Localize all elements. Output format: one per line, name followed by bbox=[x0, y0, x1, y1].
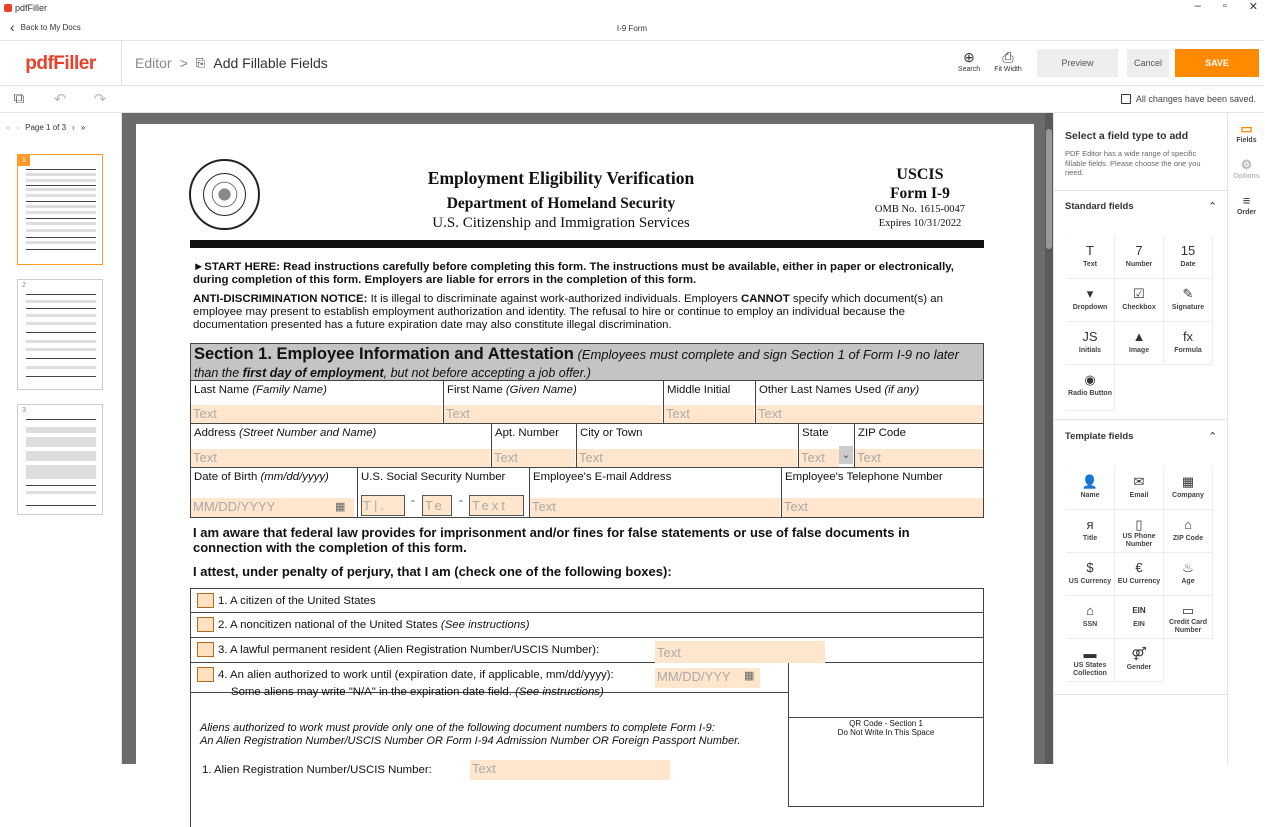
template-field-eu-currency[interactable]: € EU Currency bbox=[1115, 553, 1164, 596]
save-button[interactable]: SAVE bbox=[1175, 49, 1259, 77]
template-field-us-phone[interactable]: ▯ US Phone Number bbox=[1115, 510, 1164, 553]
page-thumbnail-2[interactable] bbox=[17, 279, 103, 390]
citizen-checkbox[interactable] bbox=[197, 593, 214, 608]
phone-field[interactable]: Text bbox=[782, 498, 983, 517]
zip-field-icon: ⌂ bbox=[1184, 517, 1192, 532]
aware-line-2: connection with the completion of this form. bbox=[193, 540, 467, 555]
order-tab-icon: ≡ bbox=[1242, 193, 1251, 208]
permanent-resident-checkbox[interactable] bbox=[197, 642, 214, 657]
title-field-icon: ᴙ bbox=[1086, 517, 1094, 532]
company-field-icon: ▦ bbox=[1181, 474, 1195, 489]
page-thumbnail-3[interactable] bbox=[17, 404, 103, 515]
ein-icon: EIN bbox=[1132, 606, 1146, 615]
ssn-part-3-text: Text bbox=[472, 498, 508, 513]
middle-initial-field[interactable]: Text bbox=[664, 405, 754, 423]
first-name-cell: First Name (Given Name) bbox=[443, 381, 663, 423]
maximize-button[interactable]: ▫ bbox=[1222, 0, 1227, 12]
dob-field[interactable]: MM/DD/YYYY bbox=[191, 498, 354, 517]
calendar-icon[interactable]: ▦ bbox=[335, 501, 346, 513]
page-thumbnail-number: 2 bbox=[22, 282, 26, 289]
ssn-dash: - bbox=[459, 495, 463, 507]
tab-fields[interactable]: ▭ Fields bbox=[1228, 115, 1265, 151]
tab-options[interactable]: ⚙ Options bbox=[1228, 151, 1265, 187]
cancel-button[interactable]: Cancel bbox=[1127, 49, 1169, 77]
states-icon: ▬ bbox=[1083, 646, 1097, 661]
address-row bbox=[190, 424, 984, 468]
signature-field-icon: ✎ bbox=[1182, 286, 1194, 301]
last-name-cell: Last Name (Family Name) bbox=[194, 384, 327, 396]
anti-discrimination-line-1: ANTI-DISCRIMINATION NOTICE: It is illegal to discriminate against work-authorized individuals. Employers CANNOT specify which document(s) an bbox=[193, 293, 943, 305]
dropdown-field-icon: ▾ bbox=[1086, 286, 1094, 301]
zip-field[interactable]: Text bbox=[855, 449, 983, 467]
pages-panel-icon[interactable]: ⧉ bbox=[13, 90, 25, 107]
window-titlebar bbox=[0, 0, 1264, 16]
field-type-date[interactable]: 15 Date bbox=[1164, 236, 1213, 279]
gender-icon: ⚤ bbox=[1131, 646, 1147, 661]
redo-icon[interactable]: ↷ bbox=[93, 91, 107, 108]
sub-toolbar bbox=[0, 86, 1264, 113]
chevron-down-icon[interactable]: ⌄ bbox=[839, 446, 853, 464]
form-omb: OMB No. 1615-0047 bbox=[874, 204, 966, 215]
section-1-header: Section 1. Employee Information and Attestation (Employees must complete and sign Section 1 of Form I-9 no later than the first day of employment, but not before accepting a job offer.) bbox=[190, 343, 984, 381]
option-3-label: 3. A lawful permanent resident (Alien Registration Number/USCIS Number): bbox=[218, 644, 600, 656]
number-field-icon: 7 bbox=[1135, 243, 1143, 258]
template-field-credit-card[interactable]: ▭ Credit Card Number bbox=[1164, 596, 1213, 639]
bank-icon: ⌂ bbox=[1086, 603, 1094, 618]
options-tab-icon: ⚙ bbox=[1240, 157, 1253, 172]
minimize-button[interactable]: – bbox=[1194, 0, 1201, 12]
document-canvas bbox=[122, 113, 1049, 776]
fields-tab-icon: ▭ bbox=[1240, 121, 1253, 136]
last-page-button[interactable]: » bbox=[80, 122, 86, 132]
option-1-label: 1. A citizen of the United States bbox=[218, 595, 376, 607]
apt-field[interactable]: Text bbox=[492, 449, 575, 467]
brand-logo[interactable]: pdfFiller bbox=[0, 41, 122, 86]
header-rule bbox=[190, 240, 984, 248]
state-cell: State bbox=[798, 424, 854, 467]
template-field-company[interactable]: ▦ Company bbox=[1164, 467, 1213, 510]
anti-discrimination-line-3: documentation presented has a future expiration date may also constitute illegal discrimination. bbox=[193, 319, 672, 331]
field-type-image[interactable]: ▲ Image bbox=[1115, 322, 1164, 365]
zip-cell: ZIP Code bbox=[854, 424, 985, 467]
aliens-note-1: Aliens authorized to work must provide only one of the following document numbers to complete Form I-9: bbox=[200, 722, 715, 734]
disk-icon bbox=[1121, 94, 1131, 104]
alien-number-label: 1. Alien Registration Number/USCIS Number: bbox=[202, 764, 432, 776]
breadcrumb-separator: > bbox=[179, 55, 188, 71]
other-names-cell: Other Last Names Used (if any) bbox=[755, 381, 985, 423]
aliens-note-2: An Alien Registration Number/USCIS Number OR Form I-94 Admission Number OR Foreign Passport Number. bbox=[200, 735, 741, 747]
breadcrumb-editor[interactable]: Editor bbox=[135, 55, 172, 71]
panel-description: PDF Editor has a wide range of specific fillable fields. Please choose the one you need. bbox=[1065, 149, 1201, 177]
back-label: Back to My Docs bbox=[20, 22, 81, 32]
form-expires: Expires 10/31/2022 bbox=[878, 218, 962, 229]
field-type-checkbox[interactable]: ☑ Checkbox bbox=[1115, 279, 1164, 322]
field-type-initials[interactable]: JS Initials bbox=[1066, 322, 1115, 365]
page-thumbnail-1[interactable] bbox=[17, 154, 103, 265]
panel-heading: Select a field type to add bbox=[1065, 130, 1189, 142]
template-field-gender[interactable]: ⚤ Gender bbox=[1115, 639, 1164, 682]
standard-fields-title: Standard fields bbox=[1065, 201, 1134, 212]
template-fields-title: Template fields bbox=[1065, 431, 1134, 442]
dollar-icon: $ bbox=[1086, 560, 1094, 575]
alien-authorized-checkbox[interactable] bbox=[197, 667, 214, 682]
close-button[interactable]: ✕ bbox=[1248, 1, 1258, 13]
tab-order[interactable]: ≡ Order bbox=[1228, 187, 1265, 223]
fit-width-tool[interactable] bbox=[988, 49, 1028, 73]
template-field-age[interactable]: ♨ Age bbox=[1164, 553, 1213, 596]
option-2-label: 2. A noncitizen national of the United States (See instructions) bbox=[218, 619, 530, 631]
alien-reg-number-field[interactable]: Text bbox=[655, 641, 825, 663]
template-field-name[interactable]: 👤 Name bbox=[1066, 467, 1115, 510]
euro-icon: € bbox=[1135, 560, 1143, 575]
field-type-radio-button[interactable]: ◉ Radio Button bbox=[1066, 365, 1115, 411]
option-4-label: 4. An alien authorized to work until (expiration date, if applicable, mm/dd/yyyy): bbox=[218, 669, 614, 681]
state-dropdown[interactable]: Text bbox=[799, 449, 839, 467]
city-field[interactable]: Text bbox=[577, 449, 797, 467]
fit-width-label: Fit Width bbox=[994, 66, 1022, 73]
save-status bbox=[1121, 94, 1256, 104]
form-agency: U.S. Citizenship and Immigration Services bbox=[432, 215, 690, 231]
page-thumbnails-panel bbox=[0, 113, 122, 764]
qr-code-label: QR Code - Section 1 bbox=[849, 719, 923, 728]
app-title-text: pdfFiller bbox=[15, 3, 48, 13]
chevron-up-icon[interactable]: ⌃ bbox=[1208, 431, 1218, 443]
form-number: Form I-9 bbox=[890, 185, 950, 202]
app-logo-icon bbox=[4, 4, 12, 12]
email-field[interactable]: Text bbox=[530, 498, 780, 517]
document-title: I-9 Form bbox=[616, 24, 648, 33]
standard-fields-grid bbox=[1065, 235, 1205, 397]
editor-header bbox=[0, 41, 1264, 86]
attest-line: I attest, under penalty of perjury, that I am (check one of the following boxes): bbox=[193, 564, 672, 579]
initials-field-icon: JS bbox=[1082, 329, 1098, 344]
undo-icon[interactable]: ↶ bbox=[53, 91, 67, 108]
qr-code-box bbox=[788, 717, 984, 807]
dob-cell: Date of Birth (mm/dd/yyyy) bbox=[194, 471, 329, 483]
panel-tabs bbox=[1227, 113, 1264, 764]
chevron-up-icon[interactable]: ⌃ bbox=[1208, 201, 1218, 213]
option-4-note: Some aliens may write "N/A" in the expiration date field. (See instructions) bbox=[231, 686, 604, 698]
field-type-signature[interactable]: ✎ Signature bbox=[1164, 279, 1213, 322]
page-thumbnail-number: 3 bbox=[22, 407, 26, 414]
breadcrumb-current: Add Fillable Fields bbox=[213, 55, 328, 71]
option-2-row bbox=[190, 613, 984, 638]
name-field-icon: 👤 bbox=[1081, 474, 1099, 489]
field-type-number[interactable]: 7 Number bbox=[1115, 236, 1164, 279]
field-types-panel bbox=[1053, 113, 1227, 764]
start-here-line-1: ►START HERE: Read instructions carefully before completing this form. The instructions must be available, either in paper or electronically, bbox=[193, 261, 954, 273]
option-1-row bbox=[190, 588, 984, 613]
page-thumbnail-number: 1 bbox=[18, 155, 30, 166]
address-field[interactable]: Text bbox=[191, 449, 490, 467]
ssn-part-1-text: T|. bbox=[363, 498, 387, 513]
other-names-field[interactable]: Text bbox=[756, 405, 983, 423]
save-status-text: All changes have been saved. bbox=[1135, 94, 1256, 104]
ssn-cell: U.S. Social Security Number bbox=[357, 468, 529, 517]
scrollbar-thumb[interactable] bbox=[1046, 129, 1052, 249]
pager bbox=[0, 113, 122, 141]
ssn-part-2-text: Te bbox=[425, 498, 445, 513]
template-field-title[interactable]: ᴙ Title bbox=[1066, 510, 1115, 553]
expiration-date-field[interactable]: MM/DD/YYY bbox=[655, 668, 760, 688]
email-field-icon: ✉ bbox=[1133, 474, 1145, 489]
dob-row bbox=[190, 468, 984, 518]
phone-field-icon: ▯ bbox=[1135, 517, 1143, 532]
first-page-button[interactable]: « bbox=[6, 122, 11, 132]
canvas-scrollbar[interactable] bbox=[1045, 113, 1053, 764]
template-field-zip[interactable]: ⌂ ZIP Code bbox=[1164, 510, 1213, 553]
address-cell: Address (Street Number and Name) bbox=[194, 427, 377, 439]
city-cell: City or Town bbox=[576, 424, 798, 467]
page-indicator: Page 1 of 3 bbox=[25, 122, 67, 132]
ssn-dash: - bbox=[411, 495, 415, 507]
dhs-seal-logo bbox=[189, 159, 260, 230]
template-field-ein[interactable]: EIN EIN bbox=[1115, 596, 1164, 639]
next-page-button[interactable]: › bbox=[72, 122, 75, 132]
name-row bbox=[190, 381, 984, 424]
formula-field-icon: fx bbox=[1182, 329, 1194, 344]
image-field-icon: ▲ bbox=[1132, 329, 1146, 344]
search-label: Search bbox=[957, 66, 981, 73]
date-field-icon: 15 bbox=[1180, 243, 1196, 258]
option-4-block bbox=[190, 663, 984, 717]
template-field-us-currency[interactable]: $ US Currency bbox=[1066, 553, 1115, 596]
template-field-email[interactable]: ✉ Email bbox=[1115, 467, 1164, 510]
fillable-fields-icon: ⎘ bbox=[195, 55, 206, 70]
email-cell: Employee's E-mail Address bbox=[529, 468, 781, 517]
phone-cell: Employee's Telephone Number bbox=[781, 468, 985, 517]
form-department: Department of Homeland Security bbox=[446, 195, 676, 212]
template-field-ssn[interactable]: ⌂ SSN bbox=[1066, 596, 1115, 639]
checkbox-field-icon: ☑ bbox=[1133, 286, 1145, 301]
breadcrumb bbox=[135, 55, 328, 71]
aware-line-1: I am aware that federal law provides for imprisonment and/or fines for false statements or use of false documents in bbox=[193, 525, 910, 540]
first-name-field[interactable]: Text bbox=[444, 405, 662, 423]
template-fields-grid bbox=[1065, 466, 1208, 677]
search-tool[interactable] bbox=[949, 49, 989, 73]
credit-card-icon: ▭ bbox=[1181, 603, 1195, 618]
fit-width-icon: ⎙ bbox=[1002, 49, 1014, 65]
field-type-dropdown[interactable]: ▾ Dropdown bbox=[1066, 279, 1115, 322]
start-here-line-2: during completion of this form. Employers are liable for errors in the completion of this form. bbox=[193, 274, 697, 286]
field-type-text[interactable]: T Text bbox=[1066, 236, 1115, 279]
qr-code-note: Do Not Write In This Space bbox=[837, 728, 935, 737]
cake-icon: ♨ bbox=[1182, 560, 1194, 575]
template-field-us-states[interactable]: ▬ US States Collection bbox=[1066, 639, 1115, 682]
document-bar bbox=[0, 16, 1264, 41]
document-page bbox=[136, 124, 1034, 824]
calendar-icon[interactable]: ▦ bbox=[744, 670, 755, 682]
preview-button[interactable]: Preview bbox=[1037, 49, 1118, 77]
apt-cell: Apt. Number bbox=[491, 424, 576, 467]
text-field-icon: T bbox=[1086, 243, 1094, 258]
noncitizen-checkbox[interactable] bbox=[197, 617, 214, 632]
chevron-left-icon: ‹ bbox=[10, 19, 15, 35]
search-icon: ⊕ bbox=[963, 49, 975, 65]
alien-number-field[interactable]: Text bbox=[470, 760, 670, 780]
middle-initial-cell: Middle Initial bbox=[663, 381, 755, 423]
form-title: Employment Eligibility Verification bbox=[427, 168, 695, 188]
field-type-formula[interactable]: fx Formula bbox=[1164, 322, 1213, 365]
last-name-field[interactable]: Text bbox=[191, 405, 442, 423]
form-uscis: USCIS bbox=[896, 166, 944, 183]
app-title bbox=[4, 3, 47, 13]
anti-discrimination-line-2: employee may present to establish employment authorization and identity. The refusal to hire or continue to employ an individual because the bbox=[193, 306, 905, 318]
radio-button-field-icon: ◉ bbox=[1084, 372, 1096, 387]
prev-page-button[interactable]: ‹ bbox=[16, 122, 20, 132]
option-3-row bbox=[190, 638, 984, 663]
